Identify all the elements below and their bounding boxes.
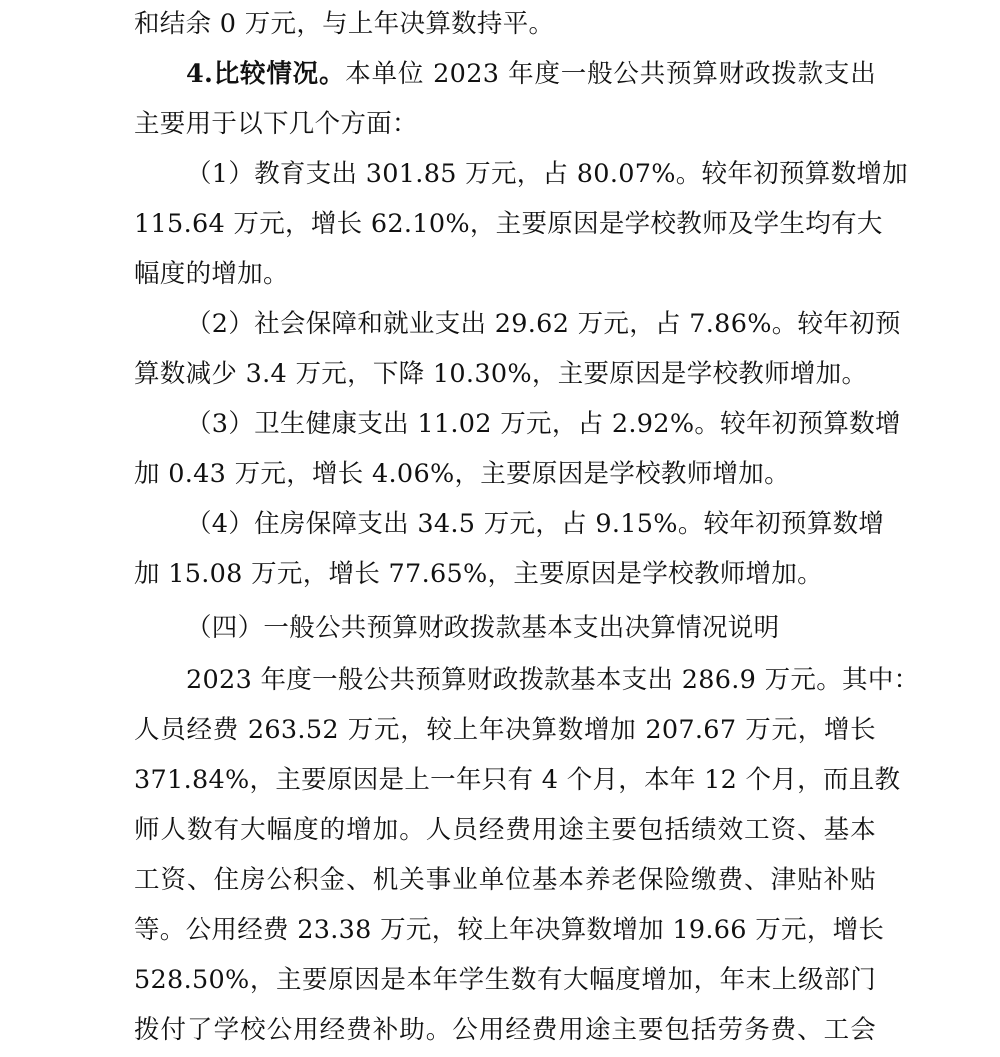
- paragraph-line: 算数减少 3.4 万元，下降 10.30%，主要原因是学校教师增加。: [134, 359, 868, 389]
- paragraph-line: 幅度的增加。: [134, 259, 289, 289]
- paragraph-line: （2）社会保障和就业支出 29.62 万元，占 7.86%。较年初预: [186, 309, 901, 339]
- paragraph-line: 主要用于以下几个方面：: [134, 109, 418, 139]
- paragraph-line: 371.84%，主要原因是上一年只有 4 个月，本年 12 个月，而且教: [134, 765, 901, 795]
- paragraph-line: 加 0.43 万元，增长 4.06%，主要原因是学校教师增加。: [134, 459, 790, 489]
- paragraph-line: 和结余 0 万元，与上年决算数持平。: [134, 9, 555, 39]
- paragraph-line: 拨付了学校公用经费补助。公用经费用途主要包括劳务费、工会: [134, 1015, 876, 1045]
- paragraph-text: 本单位 2023 年度一般公共预算财政拨款支出: [345, 59, 876, 89]
- paragraph-line: 加 15.08 万元，增长 77.65%，主要原因是学校教师增加。: [134, 559, 823, 589]
- paragraph-line: 等。公用经费 23.38 万元，较上年决算数增加 19.66 万元，增长: [134, 915, 885, 945]
- paragraph-line: （1）教育支出 301.85 万元，占 80.07%。较年初预算数增加: [186, 159, 908, 189]
- paragraph-line: （4）住房保障支出 34.5 万元，占 9.15%。较年初预算数增: [186, 509, 885, 539]
- paragraph-line: 115.64 万元，增长 62.10%，主要原因是学校教师及学生均有大: [134, 209, 883, 239]
- section-title: （四）一般公共预算财政拨款基本支出决算情况说明: [186, 613, 780, 643]
- paragraph-line: 528.50%，主要原因是本年学生数有大幅度增加，年末上级部门: [134, 965, 876, 995]
- paragraph-line: 人员经费 263.52 万元，较上年决算数增加 207.67 万元，增长: [134, 715, 876, 745]
- paragraph-line: 师人数有大幅度的增加。人员经费用途主要包括绩效工资、基本: [134, 815, 876, 845]
- paragraph-line: （3）卫生健康支出 11.02 万元，占 2.92%。较年初预算数增: [186, 409, 901, 439]
- paragraph-line: [186, 49, 876, 99]
- paragraph-line: 工资、住房公积金、机关事业单位基本养老保险缴费、津贴补贴: [134, 865, 876, 895]
- paragraph-line: 2023 年度一般公共预算财政拨款基本支出 286.9 万元。其中：: [186, 665, 920, 695]
- section-heading: 4.比较情况。: [186, 59, 346, 89]
